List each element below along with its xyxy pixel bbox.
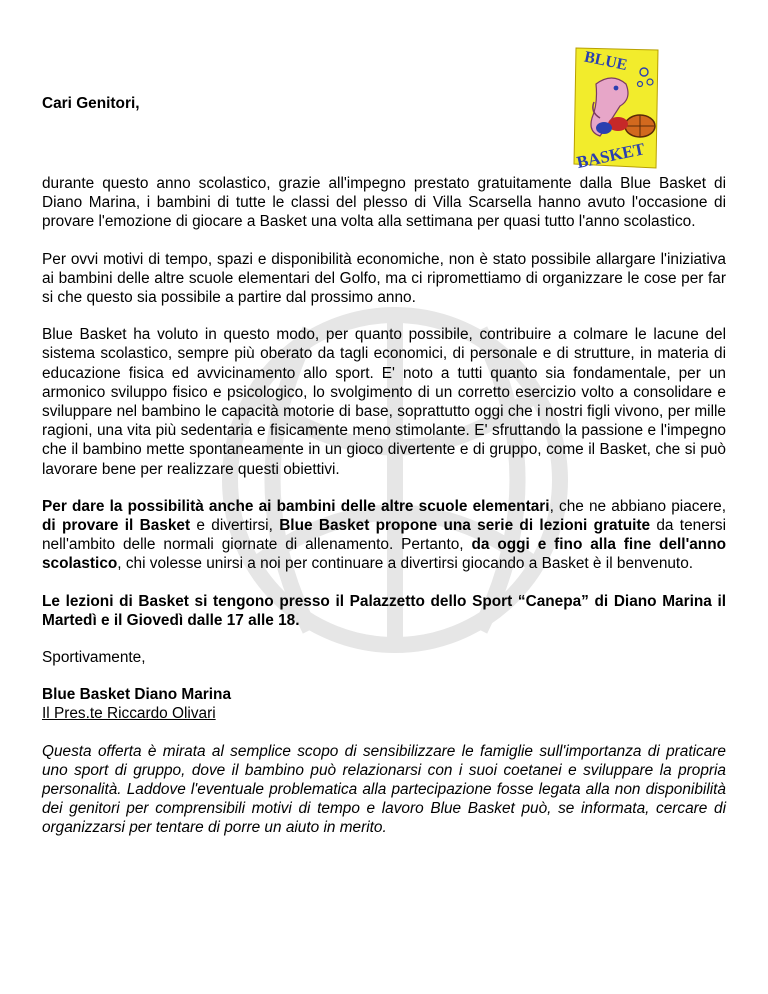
paragraph-5-schedule: Le lezioni di Basket si tengono presso il Palazzetto dello Sport “Canepa” di Diano Marina il Martedì e il Giovedì dalle 17 alle 18. xyxy=(42,592,726,629)
closing: Sportivamente, xyxy=(42,649,146,667)
blue-basket-logo xyxy=(570,44,662,172)
logo-text-bottom: BASKET xyxy=(575,139,647,172)
p4-text-2: e divertirsi, xyxy=(190,517,280,535)
paragraph-2: Per ovvi motivi di tempo, spazi e disponibilità economiche, non è stato possibile allargare l'iniziativa ai bambini delle altre scuole elementari del Golfo, ma ci ripromettiamo di organizzare le cose per far si che questo sia possibile a partire dal prossimo anno. xyxy=(42,250,726,307)
letter-body xyxy=(42,174,726,856)
p4-bold-4: da oggi e fino alla fine dell'anno scolastico xyxy=(42,536,726,573)
p4-text-3: da tenersi nell'ambito delle normali giornate di allenamento. Pertanto, xyxy=(42,517,726,554)
p4-bold-2: di provare il Basket xyxy=(42,517,191,535)
p4-bold-1: Per dare la possibilità anche ai bambini delle altre scuole elementari xyxy=(42,497,550,515)
signature-name: Il Pres.te Riccardo Olivari xyxy=(42,705,216,723)
italic-note: Questa offerta è mirata al semplice scopo di sensibilizzare le famiglie sull'importanza di praticare uno sport di gruppo, dove il bambino può relazionarsi con i suoi coetanei e sviluppare la propria personalità. Laddove l'eventuale problematica alla partecipazione fosse legata alla non disponibilità dei genitori per comprensibili motivi di tempo e lavoro Blue Basket può, se informata, cercare di organizzarsi per tentare di porre un aiuto in merito. xyxy=(42,742,726,837)
p4-bold-3: Blue Basket propone una serie di lezioni gratuite xyxy=(279,517,651,535)
p4-text-4: , chi volesse unirsi a noi per continuare a divertirsi giocando a Basket è il benvenuto. xyxy=(117,555,694,573)
signature-block xyxy=(42,685,726,723)
logo-text-top: BLUE xyxy=(582,48,629,75)
paragraph-4 xyxy=(42,497,726,574)
paragraph-3: Blue Basket ha voluto in questo modo, per quanto possibile, contribuire a colmare le lacune del sistema scolastico, sempre più oberato da tagli economici, di personale e di strutture, in materia di educazione fisica ed avvicinamento allo sport. E' noto a tutti quanto sia fondamentale, per un armonico sviluppo fisico e psicologico, lo svolgimento di un corretto esercizio volto a consolidare e sviluppare nel bambino le capacità motorie di base, soprattutto oggi che i nostri figli vivono, per mille ragioni, una vita più sedentaria e fisicamente meno stimolante. E' sfruttando la passione e l'impegno che il bambino mette spontaneamente in un gioco divertente e di gruppo, come il Basket, che si può lavorare bene per realizzare questi obiettivi. xyxy=(42,326,726,478)
p4-text-1: , che ne abbiano piacere, xyxy=(549,497,726,515)
paragraph-1: durante questo anno scolastico, grazie all'impegno prestato gratuitamente dalla Blue Basket di Diano Marina, i bambini di tutte le classi del plesso di Villa Scarsella hanno avuto l'occasione di provare l'emozione di giocare a Basket una volta alla settimana per quasi tutto l'anno scolastico. xyxy=(42,175,726,231)
signature-organization: Blue Basket Diano Marina xyxy=(42,686,232,704)
greeting: Cari Genitori, xyxy=(42,95,140,112)
